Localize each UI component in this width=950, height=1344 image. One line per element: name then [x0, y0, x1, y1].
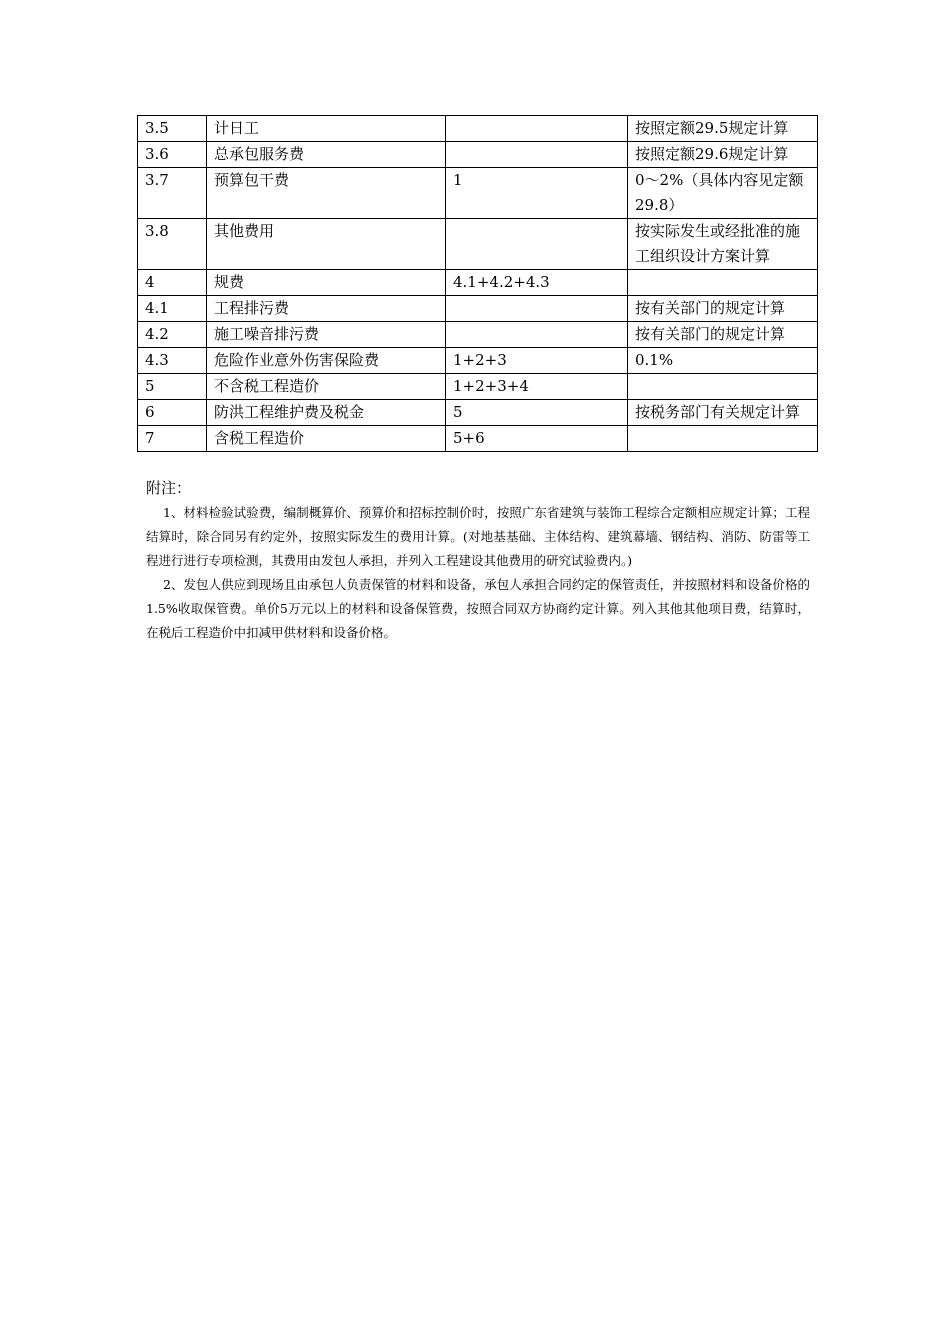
calc-base — [446, 142, 628, 168]
calc-base: 4.1+4.2+4.3 — [446, 270, 628, 296]
note-item: 1、材料检验试验费，编制概算价、预算价和招标控制价时，按照广东省建筑与装饰工程综合定额相应规定计算；工程结算时，除合同另有约定外，按照实际发生的费用计算。(对地基基础、主体结构、建筑幕墙、钢结构、消防、防雷等工程进行进行专项检测，其费用由发包人承担，并列入工程建设其他费用的研究试验费内。) — [146, 505, 810, 568]
row-number: 3.8 — [138, 219, 207, 270]
row-number: 4.2 — [138, 322, 207, 348]
rate-rule — [628, 426, 818, 452]
rate-rule: 按有关部门的规定计算 — [628, 322, 818, 348]
note-item: 2、发包人供应到现场且由承包人负责保管的材料和设备，承包人承担合同约定的保管责任，并按照材料和设备价格的1.5%收取保管费。单价5万元以上的材料和设备保管费，按照合同双方协商约定计算。列入其他其他项目费，结算时，在税后工程造价中扣减甲供材料和设备价格。 — [146, 577, 810, 640]
fee-name: 不含税工程造价 — [207, 374, 446, 400]
calc-base — [446, 116, 628, 142]
row-number: 4 — [138, 270, 207, 296]
row-number: 4.1 — [138, 296, 207, 322]
fee-name: 规费 — [207, 270, 446, 296]
fee-name: 预算包干费 — [207, 168, 446, 219]
fee-name: 计日工 — [207, 116, 446, 142]
rate-rule: 按照定额29.5规定计算 — [628, 116, 818, 142]
calc-base: 5 — [446, 400, 628, 426]
row-number: 4.3 — [138, 348, 207, 374]
rate-rule: 0.1% — [628, 348, 818, 374]
table-row — [138, 116, 818, 142]
fee-name: 施工噪音排污费 — [207, 322, 446, 348]
row-number: 3.5 — [138, 116, 207, 142]
calc-base: 5+6 — [446, 426, 628, 452]
fee-table — [137, 115, 818, 452]
row-number: 7 — [138, 426, 207, 452]
fee-name: 含税工程造价 — [207, 426, 446, 452]
fee-name: 危险作业意外伤害保险费 — [207, 348, 446, 374]
fee-name: 工程排污费 — [207, 296, 446, 322]
calc-base: 1 — [446, 168, 628, 219]
calc-base — [446, 322, 628, 348]
row-number: 6 — [138, 400, 207, 426]
rate-rule — [628, 270, 818, 296]
fee-name: 其他费用 — [207, 219, 446, 270]
rate-rule: 按有关部门的规定计算 — [628, 296, 818, 322]
table-row — [138, 270, 818, 296]
notes-title: 附注： — [146, 479, 192, 497]
fee-name: 总承包服务费 — [207, 142, 446, 168]
rate-rule: 按实际发生或经批准的施工组织设计方案计算 — [628, 219, 818, 270]
table-row — [138, 142, 818, 168]
rate-rule — [628, 374, 818, 400]
calc-base — [446, 219, 628, 270]
rate-rule: 0～2%（具体内容见定额29.8） — [628, 168, 818, 219]
calc-base: 1+2+3+4 — [446, 374, 628, 400]
table-row — [138, 348, 818, 374]
table-row — [138, 322, 818, 348]
table-row — [138, 296, 818, 322]
row-number: 3.7 — [138, 168, 207, 219]
table-row — [138, 168, 818, 219]
fee-name: 防洪工程维护费及税金 — [207, 400, 446, 426]
table-row — [138, 219, 818, 270]
rate-rule: 按照定额29.6规定计算 — [628, 142, 818, 168]
table-row — [138, 426, 818, 452]
calc-base — [446, 296, 628, 322]
rate-rule: 按税务部门有关规定计算 — [628, 400, 818, 426]
calc-base: 1+2+3 — [446, 348, 628, 374]
row-number: 3.6 — [138, 142, 207, 168]
table-row — [138, 400, 818, 426]
table-row — [138, 374, 818, 400]
notes-section — [146, 478, 810, 645]
row-number: 5 — [138, 374, 207, 400]
